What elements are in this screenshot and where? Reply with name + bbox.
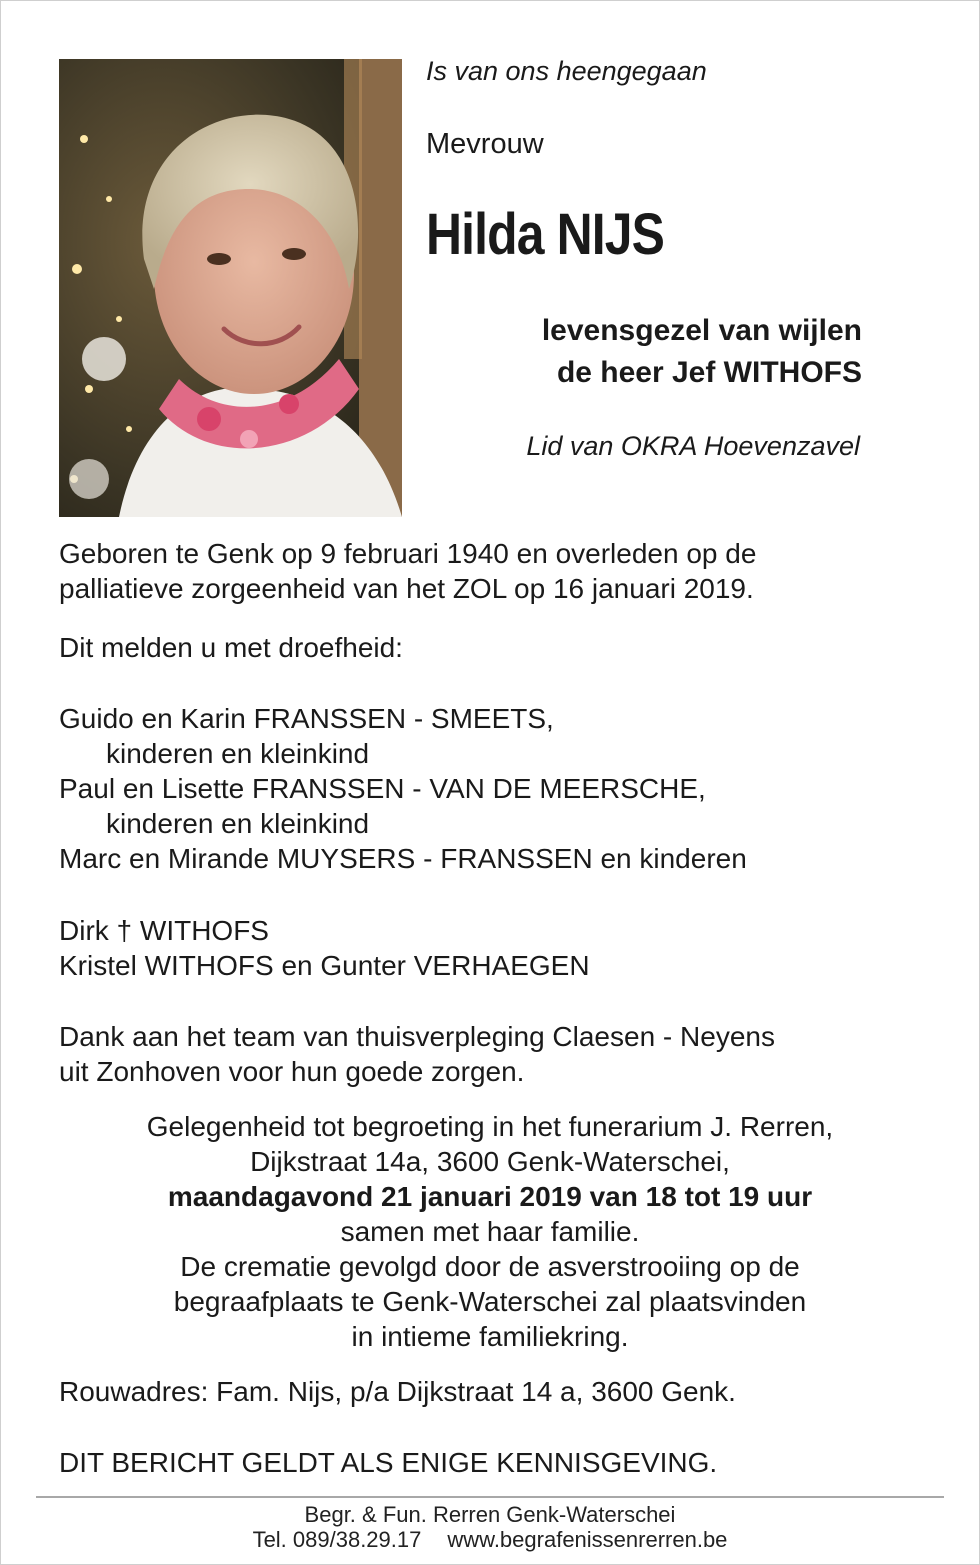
thanks-line: Dank aan het team van thuisverpleging Claesen - Neyens xyxy=(59,1021,775,1052)
membership: Lid van OKRA Hoevenzavel xyxy=(526,431,860,461)
relation-line-2: de heer Jef WITHOFS xyxy=(556,356,862,389)
family-line: Dirk † WITHOFS xyxy=(59,915,269,946)
family-line: kinderen en kleinkind xyxy=(106,808,370,839)
visitation-line: in intieme familiekring. xyxy=(351,1321,629,1352)
address-text: Rouwadres: Fam. Nijs, p/a Dijkstraat 14 a, 3600 Genk. xyxy=(59,1376,736,1407)
visitation-paragraph xyxy=(0,1109,980,1354)
deceased-name: Hilda NIJS xyxy=(426,202,665,267)
visitation-line: begraafplaats te Genk-Waterschei zal plaatsvinden xyxy=(173,1286,807,1317)
visitation-line: Gelegenheid tot begroeting in het funerarium J. Rerren, xyxy=(146,1111,834,1142)
thanks-paragraph xyxy=(59,1019,775,1089)
family-line: Marc en Mirande MUYSERS - FRANSSEN en kinderen xyxy=(59,843,747,874)
family-line: Kristel WITHOFS en Gunter VERHAEGEN xyxy=(59,950,590,981)
announcement xyxy=(59,630,403,665)
family-list-2 xyxy=(59,913,590,983)
relation-line-1: levensgezel van wijlen xyxy=(541,314,862,347)
footer-phone: Tel. 089/38.29.17 xyxy=(252,1527,422,1552)
portrait-photo xyxy=(59,59,402,517)
footer-website[interactable]: www.begrafenissenrerren.be xyxy=(447,1527,728,1552)
bio-paragraph xyxy=(59,536,756,606)
bio-line: palliatieve zorgeenheid van het ZOL op 16 januari 2019. xyxy=(59,573,754,604)
family-line: Guido en Karin FRANSSEN - SMEETS, xyxy=(59,703,554,734)
family-line: kinderen en kleinkind xyxy=(106,738,370,769)
announcement-text: Dit melden u met droefheid: xyxy=(59,632,403,663)
family-list xyxy=(59,701,747,876)
footer-divider xyxy=(36,1496,944,1498)
intro-text: Is van ons heengegaan xyxy=(426,56,707,86)
visitation-datetime: maandagavond 21 januari 2019 van 18 tot 19 uur xyxy=(167,1181,813,1212)
mourning-address xyxy=(59,1374,736,1409)
footer-company: Begr. & Fun. Rerren Genk-Waterschei xyxy=(304,1502,676,1527)
visitation-line: Dijkstraat 14a, 3600 Genk-Waterschei, xyxy=(250,1146,730,1177)
honorific: Mevrouw xyxy=(426,128,544,160)
official-notice xyxy=(59,1445,717,1480)
visitation-line: De crematie gevolgd door de asverstrooiing op de xyxy=(180,1251,800,1282)
footer-contact xyxy=(0,1527,980,1553)
visitation-line: samen met haar familie. xyxy=(340,1216,640,1247)
thanks-line: uit Zonhoven voor hun goede zorgen. xyxy=(59,1056,525,1087)
family-line: Paul en Lisette FRANSSEN - VAN DE MEERSCHE, xyxy=(59,773,706,804)
notice-text: DIT BERICHT GELDT ALS ENIGE KENNISGEVING. xyxy=(59,1447,718,1478)
bio-line: Geboren te Genk op 9 februari 1940 en overleden op de xyxy=(59,538,757,569)
